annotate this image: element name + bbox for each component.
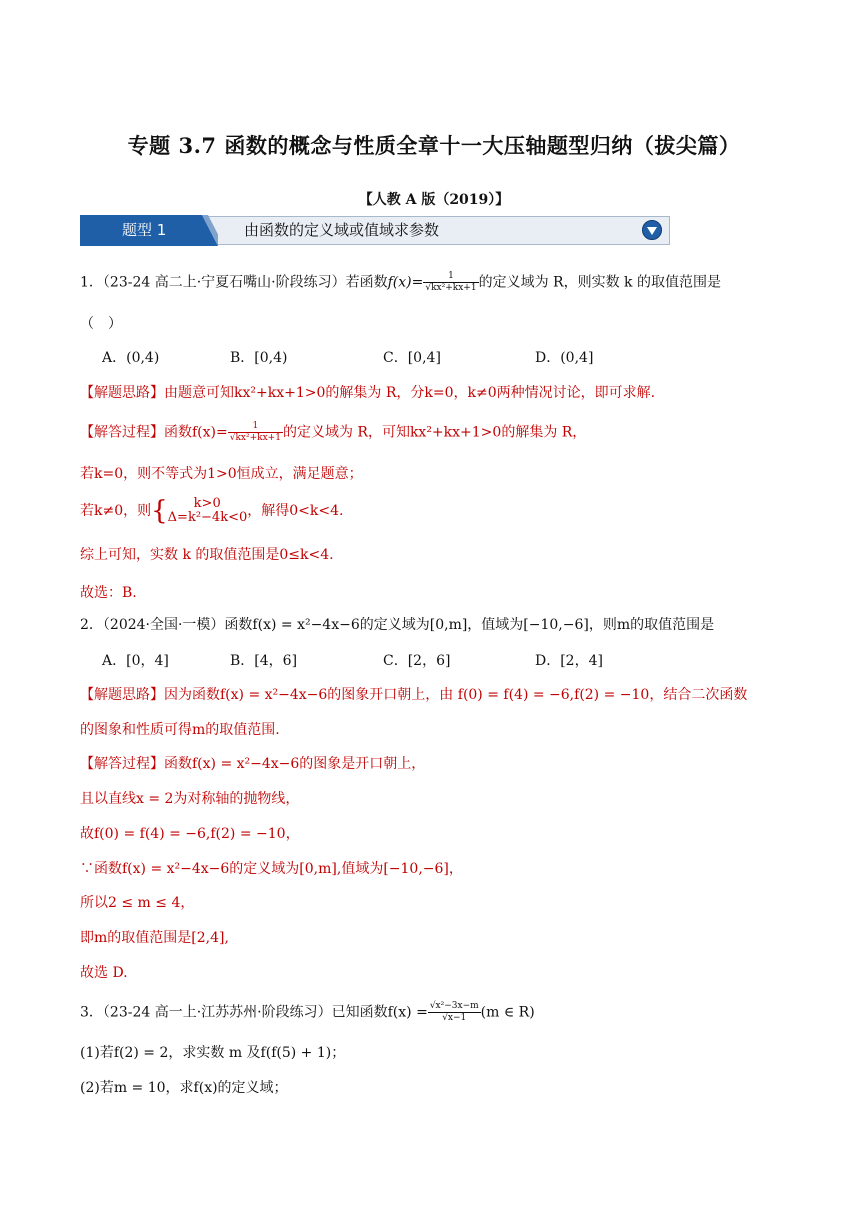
q1-brace: { — [151, 496, 168, 526]
q1-case-zero: 若k=0，则不等式为1>0恒成立，满足题意； — [80, 466, 363, 482]
q1-process — [80, 421, 586, 444]
q1-case-result: ，解得0<k<4. — [247, 503, 344, 519]
q1-answer: 故选：B. — [80, 585, 137, 601]
q2-proc-2: 且以直线x = 2为对称轴的抛物线， — [80, 791, 300, 807]
q3-sub-2: (2)若m = 10，求f(x)的定义域； — [80, 1080, 288, 1096]
chevron-down-icon[interactable] — [642, 220, 662, 240]
q2-proc-3: 故f(0) = f(4) = −6,f(2) = −10， — [80, 826, 300, 842]
edition-label: 【人教 A 版（2019）】 — [358, 192, 510, 208]
q2-proc-5: 所以2 ≤ m ≤ 4， — [80, 895, 195, 911]
q3-frac-num: √x²−3x−m — [429, 1001, 479, 1011]
q1-option-d: D．(0,4] — [535, 350, 594, 366]
q1-stem-text: 1．（23-24 高二上·宁夏石嘴山·阶段练习）若函数 — [80, 274, 388, 291]
q1-proc-fraction — [228, 421, 283, 444]
q1-case-nonzero — [80, 497, 343, 525]
q2-option-d: D．[2，4] — [535, 653, 603, 669]
q1-fx: f(x)= — [387, 274, 424, 291]
q2-proc-4: ∵函数f(x) = x²−4x−6的定义域为[0,m],值域为[−10,−6]， — [80, 861, 463, 877]
q1-frac-den: √kx²+kx+1 — [425, 283, 477, 293]
q1-option-b: B．[0,4) — [230, 350, 288, 366]
q3-stem — [80, 1001, 535, 1024]
q3-sub-1: (1)若f(2) = 2，求实数 m 及f(f(5) + 1)； — [80, 1045, 346, 1061]
q2-answer: 故选 D. — [80, 965, 128, 981]
q1-sys-line1: k>0 — [193, 496, 221, 511]
section-banner — [80, 215, 670, 247]
q1-proc-frac-den: √kx²+kx+1 — [229, 433, 281, 443]
banner-label: 题型 1 — [80, 215, 202, 246]
q1-conclusion: 综上可知，实数 k 的取值范围是0≤k<4. — [80, 547, 334, 563]
q1-system — [168, 497, 248, 525]
banner-text: 由函数的定义域或值域求参数 — [244, 221, 440, 239]
q2-option-c: C．[2，6] — [383, 653, 451, 669]
q1-paren: （ ） — [80, 316, 122, 332]
q3-frac-den: √x−1 — [442, 1013, 467, 1023]
q2-stem: 2．（2024·全国·一模）函数f(x) = x²−4x−6的定义域为[0,m]，值域为[−10,−6]，则m的取值范围是 — [80, 617, 715, 633]
q1-idea: 【解题思路】由题意可知kx²+kx+1>0的解集为 R，分k=0，k≠0两种情况讨论，即可求解. — [80, 385, 656, 401]
q1-proc-end: 的定义域为 R，可知kx²+kx+1>0的解集为 R， — [282, 424, 587, 441]
q2-idea-line2: 的图象和性质可得m的取值范围. — [80, 722, 280, 738]
q1-sys-line2: Δ=k²−4k<0 — [167, 510, 248, 525]
q1-frac-num: 1 — [423, 271, 478, 283]
q2-option-a: A．[0，4] — [102, 653, 169, 669]
q1-stem — [80, 271, 721, 294]
q1-fraction — [423, 271, 478, 294]
q1-stem-end: 的定义域为 R，则实数 k 的取值范围是 — [478, 274, 721, 291]
q3-stem-text: 3．（23-24 高一上·江苏苏州·阶段练习）已知函数f(x) = — [80, 1004, 428, 1021]
q1-case-text: 若k≠0，则 — [80, 503, 152, 519]
q3-fraction — [428, 1001, 481, 1024]
q1-option-c: C．[0,4] — [383, 350, 441, 366]
q3-stem-end: (m ∈ R) — [480, 1004, 535, 1021]
page-title: 专题 3.7 函数的概念与性质全章十一大压轴题型归纳（拔尖篇） — [127, 133, 741, 158]
q1-proc-text: 【解答过程】函数f(x)= — [80, 424, 228, 441]
q2-proc-1: 【解答过程】函数f(x) = x²−4x−6的图象是开口朝上， — [80, 756, 426, 772]
q2-option-b: B．[4，6] — [230, 653, 298, 669]
q2-proc-6: 即m的取值范围是[2,4], — [80, 930, 229, 946]
q1-proc-frac-num: 1 — [228, 421, 283, 433]
q2-idea-line1: 【解题思路】因为函数f(x) = x²−4x−6的图象开口朝上，由 f(0) = f(4) = −6,f(2) = −10，结合二次函数 — [80, 687, 748, 703]
q1-option-a: A．(0,4) — [102, 350, 160, 366]
